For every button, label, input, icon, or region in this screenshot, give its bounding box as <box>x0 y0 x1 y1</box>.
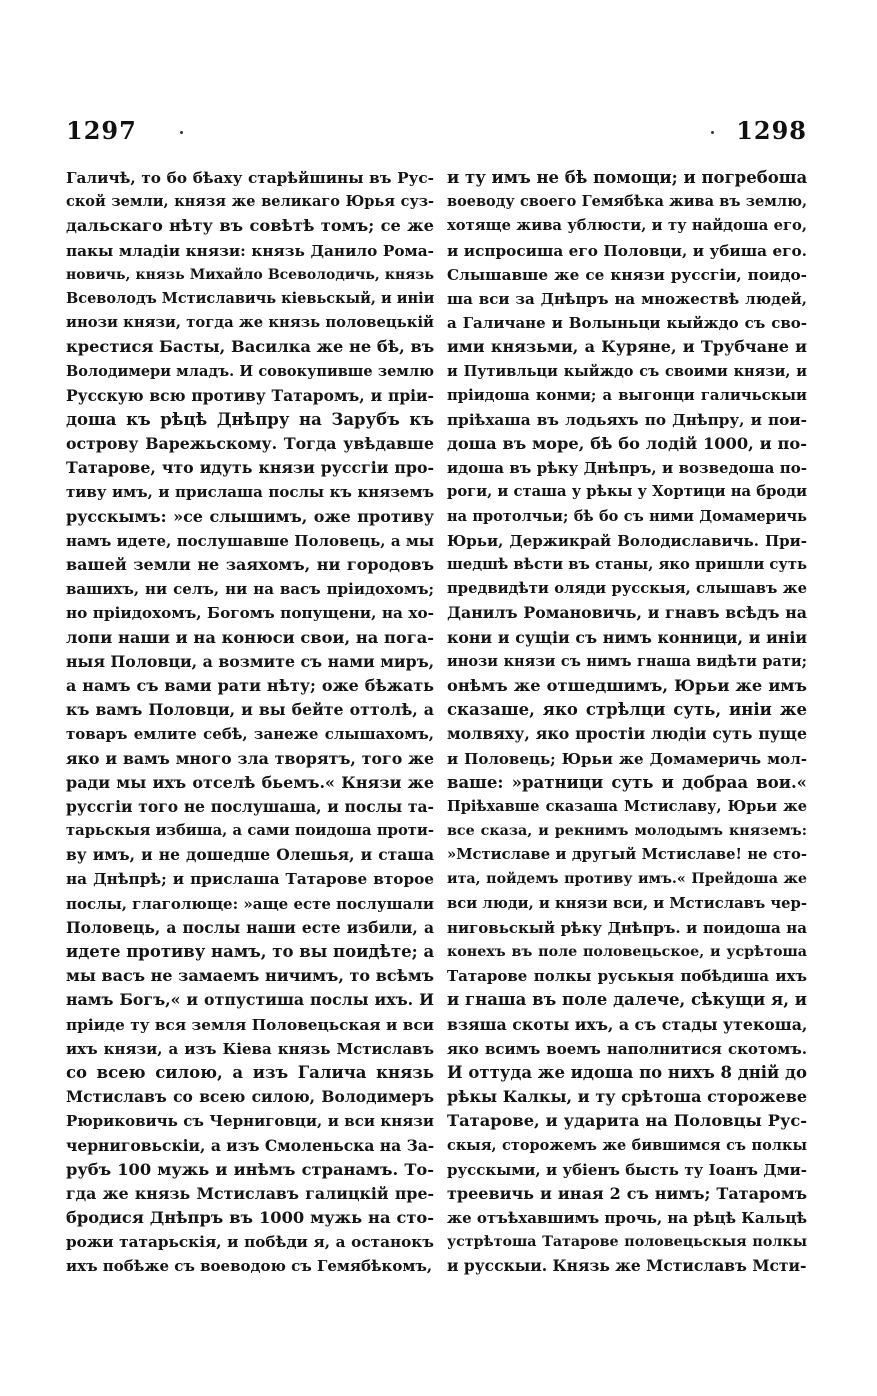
text-line: на протолчьи; бѣ бо съ ними Домамеричь <box>447 507 807 525</box>
text-line: Половець, а послы наши есте избили, а <box>66 917 434 937</box>
text-line: же отъѣхавшимъ прочь, на рѣцѣ Кальцѣ <box>447 1209 807 1228</box>
text-line: и испросиша его Половци, и убиша его. <box>447 241 807 260</box>
text-line: яко всимъ воемъ наполнитися скотомъ. <box>447 1039 807 1058</box>
text-line: руссгiи того не послушаша, и послы та- <box>66 796 434 816</box>
text-line: устрѣтоша Татарове половецьскыя полкы <box>447 1234 807 1251</box>
text-line: послы, глаголюще: »аще есте послушали <box>66 894 434 913</box>
text-line: и гнаша въ поле далече, сѣкущи я, и <box>447 990 807 1010</box>
text-line: молвяху, яко простiи людiи суть пуще <box>447 724 807 744</box>
text-line: на Днѣпрѣ; и прислаша Татарове второе <box>66 870 434 889</box>
text-line: рожи татарьскiя, и побѣди я, а останокъ <box>66 1233 434 1252</box>
text-line: конехъ въ поле половецьское, и усрѣтоша <box>447 944 807 960</box>
text-line: гда же князь Мстиславъ галицкiй пре- <box>66 1183 434 1203</box>
text-line: Галичѣ, то бо бѣаху старѣйшины въ Рус- <box>66 169 434 187</box>
text-line: ради мы ихъ отселѣ бьемъ.« Князи же <box>66 772 434 792</box>
text-line: ихъ побѣже съ воеводою съ Гемябѣкомъ, <box>66 1257 433 1276</box>
print-speck <box>711 131 714 134</box>
text-line: а намъ съ вами рати нѣту; оже бѣжать <box>66 675 434 695</box>
text-line: доша въ море, бѣ бо лодiй 1000, и по- <box>447 434 807 454</box>
text-line: скыя, сторожемъ же бившимся съ полкы <box>447 1136 807 1154</box>
text-line: вашихъ, ни селъ, ни на васъ прiидохомъ; <box>66 580 434 599</box>
text-line: инози князи, тогда же князь половецькiй <box>66 314 434 332</box>
text-line: воеводу своего Гемябѣка жива въ землю, <box>447 193 807 211</box>
text-line: крестися Басты, Василка же не бѣ, въ <box>66 337 434 357</box>
text-line: русскыми, и убiенъ бысть ту Iоанъ Дми- <box>447 1160 807 1179</box>
text-line: намъ Богъ,« и отпустиша послы ихъ. И <box>66 990 434 1010</box>
right-text-column <box>447 166 807 1279</box>
text-line: и Половець; Юрьи же Домамеричь мол- <box>447 749 807 768</box>
text-line: ской земли, князя же великаго Юрья суз- <box>66 193 434 211</box>
text-line: бродися Днѣпръ въ 1000 мужь на сто- <box>66 1208 434 1228</box>
text-line: Володимери младъ. И совокупивше землю <box>66 362 434 380</box>
text-line: взяша скоты ихъ, а съ стады утекоша, <box>447 1014 807 1034</box>
text-line: ныя Половци, а возмите съ нами миръ, <box>66 651 434 671</box>
text-line: Татарове полкы руськыя побѣдиша ихъ <box>447 967 807 986</box>
text-line: намъ идете, послушавше Половець, а мы <box>66 531 434 550</box>
text-line: прiиде ту вся земля Половецьская и вси <box>66 1015 434 1034</box>
text-line: идоша въ рѣку Днѣпръ, и возведоша по- <box>447 459 807 478</box>
text-line: онѣмъ же отшедшимъ, Юрьи же имъ <box>447 675 807 695</box>
text-line: дальскаго нѣту въ совѣтѣ томъ; се же <box>66 216 434 236</box>
text-line: острову Варежьскому. Тогда увѣдавше <box>66 434 434 454</box>
left-text-column <box>66 166 434 1279</box>
text-line: и Путивльци кыйждо съ своими князи, и <box>447 362 807 380</box>
text-line: кони и сущiи съ нимъ конници, и инiи <box>447 627 807 647</box>
text-line: Слышавше же се князи руссгiи, поидо- <box>447 265 807 284</box>
text-line: шедшѣ вѣсти въ станы, яко пришли суть <box>447 556 807 573</box>
text-line: предвидѣти оляди русскыя, слышавъ же <box>447 580 807 598</box>
text-line: инози князи съ нимъ гнаша видѣти рати; <box>447 652 807 670</box>
text-line: ша вси за Днѣпръ на множествѣ людей, <box>447 289 807 308</box>
text-line: но прiидохомъ, Богомъ попущени, на хо- <box>66 604 434 623</box>
text-line: русскымъ: »се слышимъ, оже противу <box>66 506 434 526</box>
text-line: Мстиславъ со всею силою, Володимеръ <box>66 1087 434 1107</box>
text-line: пакы младiи князи: князь Данило Рома- <box>66 241 434 260</box>
text-line: ихъ князи, а изъ Кiева князь Мстиславъ <box>66 1039 434 1058</box>
text-line: черниговьскiи, а изъ Смоленьска на За- <box>66 1135 434 1155</box>
text-line: доша къ рѣцѣ Днѣпру на Зарубъ къ <box>66 409 434 429</box>
text-line: и русскыи. Князь же Мстиславъ Мсти- <box>447 1256 807 1276</box>
text-line: ита, пойдемъ противу имъ.« Прейдоша же <box>447 871 807 888</box>
text-line: мы васъ не замаемъ ничимъ, то всѣмъ <box>66 966 434 986</box>
text-line: Русскую всю противу Татаромъ, и прiи- <box>66 385 434 405</box>
text-line: вси люди, и князи вси, и Мстиславъ чер- <box>447 894 807 912</box>
text-line: идете противу намъ, то вы поидѣте; а <box>66 942 434 961</box>
text-line: Татарове, и ударита на Половцы Рус- <box>447 1111 807 1131</box>
page-number-right: 1298 <box>736 116 807 145</box>
text-line: треевичь и иная 2 съ нимъ; Татаромъ <box>447 1183 807 1203</box>
text-line: ими князьми, а Куряне, и Трубчане и <box>447 337 807 357</box>
text-line: Прiѣхавше сказаша Мстиславу, Юрьи же <box>447 797 807 815</box>
text-line: Рюриковичь съ Черниговци, и вси князи <box>66 1112 434 1131</box>
text-line: И оттуда же идоша по нихъ 8 днiй до <box>447 1062 807 1082</box>
text-line: а Галичане и Волыньци кыйждо съ сво- <box>447 314 807 333</box>
text-line: Татарове, что идуть князи руссгiи про- <box>66 458 434 478</box>
text-line: все сказа, и рекнимъ молодымъ княземъ: <box>447 823 807 840</box>
text-line: къ вамъ Половци, и вы бейте оттолѣ, а <box>66 700 434 720</box>
text-line: новичь, князь Михайло Всеволодичь, князь <box>66 266 434 283</box>
text-line: Данилъ Романовичь, и гнавъ вcѣдъ на <box>447 603 807 623</box>
page-number-left: 1297 <box>66 116 137 145</box>
text-line: вашей земли не заяхомъ, ни городовъ <box>66 555 434 574</box>
text-line: ваше: »ратници суть и добраа вои.« <box>447 772 807 792</box>
text-line: и ту имъ не бѣ помощи; и погребоша <box>447 168 807 187</box>
text-line: рѣкы Калкы, и ту срѣтоша сторожеве <box>447 1087 807 1107</box>
text-line: роги, и сташа у рѣкы у Хортици на броди <box>447 483 807 501</box>
text-line: Юрьи, Держикрай Володиславичь. При- <box>447 531 807 550</box>
text-line: прiѣхаша въ лодьяхъ по Днѣпру, и пои- <box>447 410 807 429</box>
text-line: хотяще жива ублюсти, и ту найдоша его, <box>447 217 807 235</box>
text-line: товаръ емлите себѣ, занеже слышахомъ, <box>66 725 434 744</box>
print-speck <box>180 131 183 134</box>
text-line: сказаше, яко стрѣлци суть, инiи же <box>447 700 807 720</box>
text-line: »Мстиславе и другый Мстиславе! не сто- <box>447 846 807 864</box>
text-line: тарьскыя избиша, а сами поидоша проти- <box>66 822 434 840</box>
text-line: ву имъ, и не дошедше Олешья, и сташа <box>66 845 434 865</box>
text-line: лопи наши и на конюси свои, на пога- <box>66 627 434 647</box>
text-line: яко и вамъ много зла творятъ, того же <box>66 748 434 768</box>
text-line: ниговьскый рѣку Днѣпръ. и поидоша на <box>447 918 807 937</box>
text-line: Всеволодъ Мстиславичь кiевьскый, и инiи <box>66 289 434 307</box>
text-line: тиву имъ, и прислаша послы къ княземъ <box>66 483 434 502</box>
text-line: со всею силою, а изъ Галича князь <box>66 1062 434 1082</box>
text-line: прiидоша конми; а выгонци галичьскыи <box>447 386 807 404</box>
text-line: рубъ 100 мужь и инѣмъ странамъ. То- <box>66 1159 434 1179</box>
